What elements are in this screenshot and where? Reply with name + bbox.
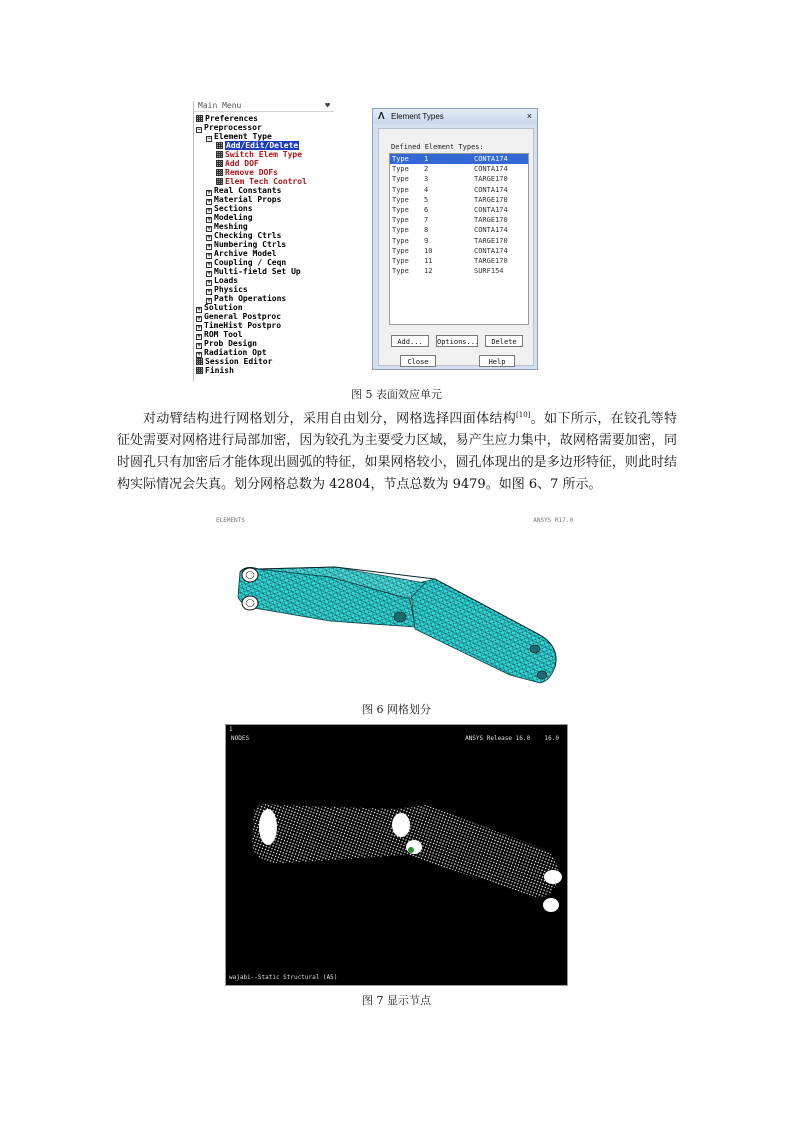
menu-tree [194, 112, 334, 375]
menu-item[interactable] [196, 177, 334, 186]
menu-item[interactable] [196, 294, 334, 303]
menu-item-label: Preprocessor [204, 123, 262, 132]
element-type-type: Type [392, 236, 409, 245]
menu-item-label: Physics [214, 285, 248, 294]
element-type-name: TARGE170 [474, 216, 508, 225]
expand-icon[interactable]: + [207, 189, 211, 196]
element-type-num: 4 [424, 185, 429, 194]
element-type-type: Type [392, 165, 409, 174]
element-type-type: Type [392, 267, 409, 276]
menu-item[interactable] [196, 195, 334, 204]
collapse-icon[interactable]: − [197, 126, 201, 133]
element-type-type: Type [392, 226, 409, 235]
menu-item-label: Loads [214, 276, 239, 285]
element-type-num: 9 [424, 236, 429, 245]
element-type-name: TARGE170 [474, 175, 508, 184]
menu-leaf-icon[interactable] [216, 160, 223, 167]
menu-item-label: Checking Ctrls [214, 231, 282, 240]
main-menu-header [194, 101, 334, 112]
body-paragraph [117, 404, 677, 496]
menu-leaf-icon[interactable] [216, 142, 223, 149]
expand-icon[interactable]: + [197, 342, 201, 349]
figure-7-caption: 图 7 显示节点 [362, 994, 431, 1007]
expand-icon[interactable]: + [197, 351, 201, 358]
menu-item[interactable] [196, 240, 334, 249]
options-button[interactable]: Options... [436, 335, 478, 347]
element-type-num: 2 [424, 165, 429, 174]
menu-item[interactable] [196, 123, 334, 132]
close-icon[interactable]: × [526, 111, 532, 121]
menu-item-label: Modeling [214, 213, 253, 222]
menu-leaf-icon[interactable] [216, 169, 223, 176]
menu-item[interactable] [196, 303, 334, 312]
element-type-row[interactable] [390, 246, 528, 256]
version-text: ANSYS Release 16.0 [465, 735, 531, 742]
menu-item[interactable] [196, 366, 334, 375]
element-type-row[interactable] [390, 205, 528, 215]
menu-item-label: Material Props [214, 195, 282, 204]
menu-item[interactable] [196, 339, 334, 348]
menu-item[interactable] [196, 348, 334, 357]
reference-mark: [10] [516, 411, 531, 419]
element-type-type: Type [392, 175, 409, 184]
element-type-row[interactable] [390, 225, 528, 235]
menu-leaf-icon[interactable] [216, 151, 223, 158]
menu-item[interactable] [196, 204, 334, 213]
ansys-logo-icon: Λ [378, 111, 385, 122]
expand-icon[interactable]: + [197, 306, 201, 313]
menu-item-label: Archive Model [214, 249, 277, 258]
menu-item-label: Path Operations [214, 294, 287, 303]
menu-item-label: Remove DOFs [225, 168, 278, 177]
element-type-name: CONTA174 [474, 246, 508, 255]
expand-icon[interactable]: + [207, 261, 211, 268]
menu-item[interactable] [196, 267, 334, 276]
expand-icon[interactable]: + [207, 252, 211, 259]
element-type-type: Type [392, 216, 409, 225]
expand-icon[interactable]: + [207, 234, 211, 241]
main-menu-panel [193, 101, 334, 381]
menu-item[interactable] [196, 321, 334, 330]
paragraph-text: 对动臂结构进行网格划分，采用自由划分，网格选择四面体结构 [143, 411, 517, 427]
defined-types-label: Defined Element Types: [391, 143, 484, 151]
expand-icon[interactable]: + [207, 279, 211, 286]
fig6-label-right: ANSYS R17.0 [533, 517, 573, 524]
element-type-num: 10 [424, 246, 433, 255]
menu-item-label: Session Editor [205, 357, 273, 366]
expand-icon[interactable]: + [207, 288, 211, 295]
help-button[interactable]: Help [479, 355, 515, 367]
menu-item-label: Elem Tech Control [225, 177, 307, 186]
element-type-type: Type [392, 256, 409, 265]
expand-icon[interactable]: + [207, 297, 211, 304]
element-type-num: 1 [424, 155, 429, 163]
menu-leaf-icon[interactable] [216, 178, 223, 185]
dialog-body [378, 128, 534, 366]
figure-7-nodes [225, 724, 568, 986]
element-type-row[interactable] [390, 195, 528, 205]
element-type-type: Type [392, 205, 409, 214]
element-type-name: TARGE170 [474, 236, 508, 245]
element-type-list[interactable] [389, 153, 529, 325]
menu-item[interactable] [196, 222, 334, 231]
element-type-type: Type [392, 155, 409, 163]
menu-item-label: Element Type [214, 132, 272, 141]
collapse-icon[interactable]: − [207, 135, 211, 142]
menu-item-label: Real Constants [214, 186, 282, 195]
node-render [226, 725, 569, 987]
add-button[interactable]: Add... [391, 335, 429, 347]
menu-item-label: TimeHist Postpro [204, 321, 282, 330]
expand-icon[interactable]: + [197, 324, 201, 331]
figure-6-caption: 图 6 网格划分 [362, 703, 431, 716]
menu-item-label: Multi-field Set Up [214, 267, 301, 276]
element-type-row[interactable] [390, 154, 528, 164]
menu-item-label: Solution [204, 303, 243, 312]
menu-item-label: Sections [214, 204, 253, 213]
expand-icon[interactable]: + [207, 207, 211, 214]
expand-icon[interactable]: + [197, 315, 201, 322]
element-type-name: CONTA174 [474, 185, 508, 194]
menu-item[interactable] [196, 330, 334, 339]
element-type-type: Type [392, 246, 409, 255]
element-type-row[interactable] [390, 164, 528, 174]
element-types-dialog [372, 108, 538, 370]
element-type-row[interactable] [390, 256, 528, 266]
expand-icon[interactable]: + [207, 270, 211, 277]
menu-item-label: Prob Design [204, 339, 257, 348]
menu-item-label: Meshing [214, 222, 248, 231]
menu-item[interactable] [196, 276, 334, 285]
menu-item[interactable] [196, 168, 334, 177]
element-type-num: 5 [424, 195, 429, 204]
expand-icon[interactable]: + [207, 243, 211, 250]
menu-leaf-icon[interactable] [196, 115, 203, 122]
menu-item-label: ROM Tool [204, 330, 243, 339]
element-type-num: 3 [424, 175, 429, 184]
fig6-label-left: ELEMENTS [216, 517, 245, 524]
expand-icon[interactable]: + [207, 198, 211, 205]
pin-icon[interactable]: ♥ [325, 101, 330, 110]
menu-item-label: Preferences [205, 114, 258, 123]
menu-item[interactable] [196, 258, 334, 267]
element-type-num: 8 [424, 226, 429, 235]
menu-item[interactable] [196, 150, 334, 159]
figure-5-caption: 图 5 表面效应单元 [351, 388, 442, 401]
element-type-row[interactable] [390, 174, 528, 184]
mesh-render [210, 517, 585, 697]
menu-item[interactable] [196, 357, 334, 366]
element-type-name: CONTA174 [474, 226, 508, 235]
menu-item[interactable] [196, 249, 334, 258]
menu-item[interactable] [196, 114, 334, 123]
element-type-row[interactable] [390, 236, 528, 246]
dialog-titlebar [373, 109, 537, 124]
menu-item[interactable] [196, 159, 334, 168]
element-type-name: CONTA174 [474, 155, 508, 163]
element-type-num: 11 [424, 256, 433, 265]
menu-item[interactable] [196, 231, 334, 240]
plot-footer: wajabi--Static Structural (A5) [229, 974, 338, 981]
menu-item[interactable] [196, 312, 334, 321]
element-type-row[interactable] [390, 215, 528, 225]
element-type-name: TARGE170 [474, 256, 508, 265]
menu-item[interactable] [196, 132, 334, 141]
close-button[interactable]: Close [400, 355, 436, 367]
dialog-title: Element Types [391, 112, 444, 121]
element-type-name: CONTA174 [474, 205, 508, 214]
menu-item-label: General Postproc [204, 312, 282, 321]
menu-item-label: Switch Elem Type [225, 150, 303, 159]
menu-item-label: Add DOF [225, 159, 259, 168]
element-type-row[interactable] [390, 266, 528, 276]
paragraph-text-2: 。如下所示，在铰孔等特征处需要对网格进行局部加密，因为铰孔为主要受力区域，易产生应力集中，故网格需要加密，同时圆孔只有加密后才能体现出圆弧的特征，如果网格较小，圆孔体现出的是多边形特征，则此时结构实际情况会失真。划分网格总数为 42804，节点总数为 9479。如图 6、7 所示。 [117, 411, 677, 493]
element-type-name: TARGE170 [474, 195, 508, 204]
element-type-row[interactable] [390, 185, 528, 195]
expand-icon[interactable]: + [197, 333, 201, 340]
menu-item[interactable] [196, 186, 334, 195]
menu-item-label: Add/Edit/Delete [226, 141, 299, 150]
element-type-name: CONTA174 [474, 165, 508, 174]
expand-icon[interactable]: + [207, 216, 211, 223]
plot-title: NODES [231, 735, 250, 742]
element-type-type: Type [392, 195, 409, 204]
menu-item-label: Numbering Ctrls [214, 240, 287, 249]
window-number: 1 [229, 726, 233, 733]
menu-item-label: Radiation Opt [204, 348, 267, 357]
menu-item[interactable] [196, 141, 334, 150]
menu-item-label: Coupling / Ceqn [214, 258, 287, 267]
element-type-type: Type [392, 185, 409, 194]
version-number: 16.0 [544, 735, 559, 742]
figure-6-mesh [210, 517, 585, 697]
expand-icon[interactable]: + [207, 225, 211, 232]
main-menu-title: Main Menu [198, 101, 242, 110]
menu-leaf-icon[interactable] [196, 367, 203, 374]
element-type-name: SURF154 [474, 267, 504, 276]
menu-item-label: Finish [205, 366, 234, 375]
element-type-num: 6 [424, 205, 429, 214]
element-type-num: 7 [424, 216, 429, 225]
menu-item[interactable] [196, 213, 334, 222]
element-type-num: 12 [424, 267, 433, 276]
delete-button[interactable]: Delete [485, 335, 523, 347]
menu-leaf-icon[interactable] [196, 358, 203, 365]
menu-item[interactable] [196, 285, 334, 294]
